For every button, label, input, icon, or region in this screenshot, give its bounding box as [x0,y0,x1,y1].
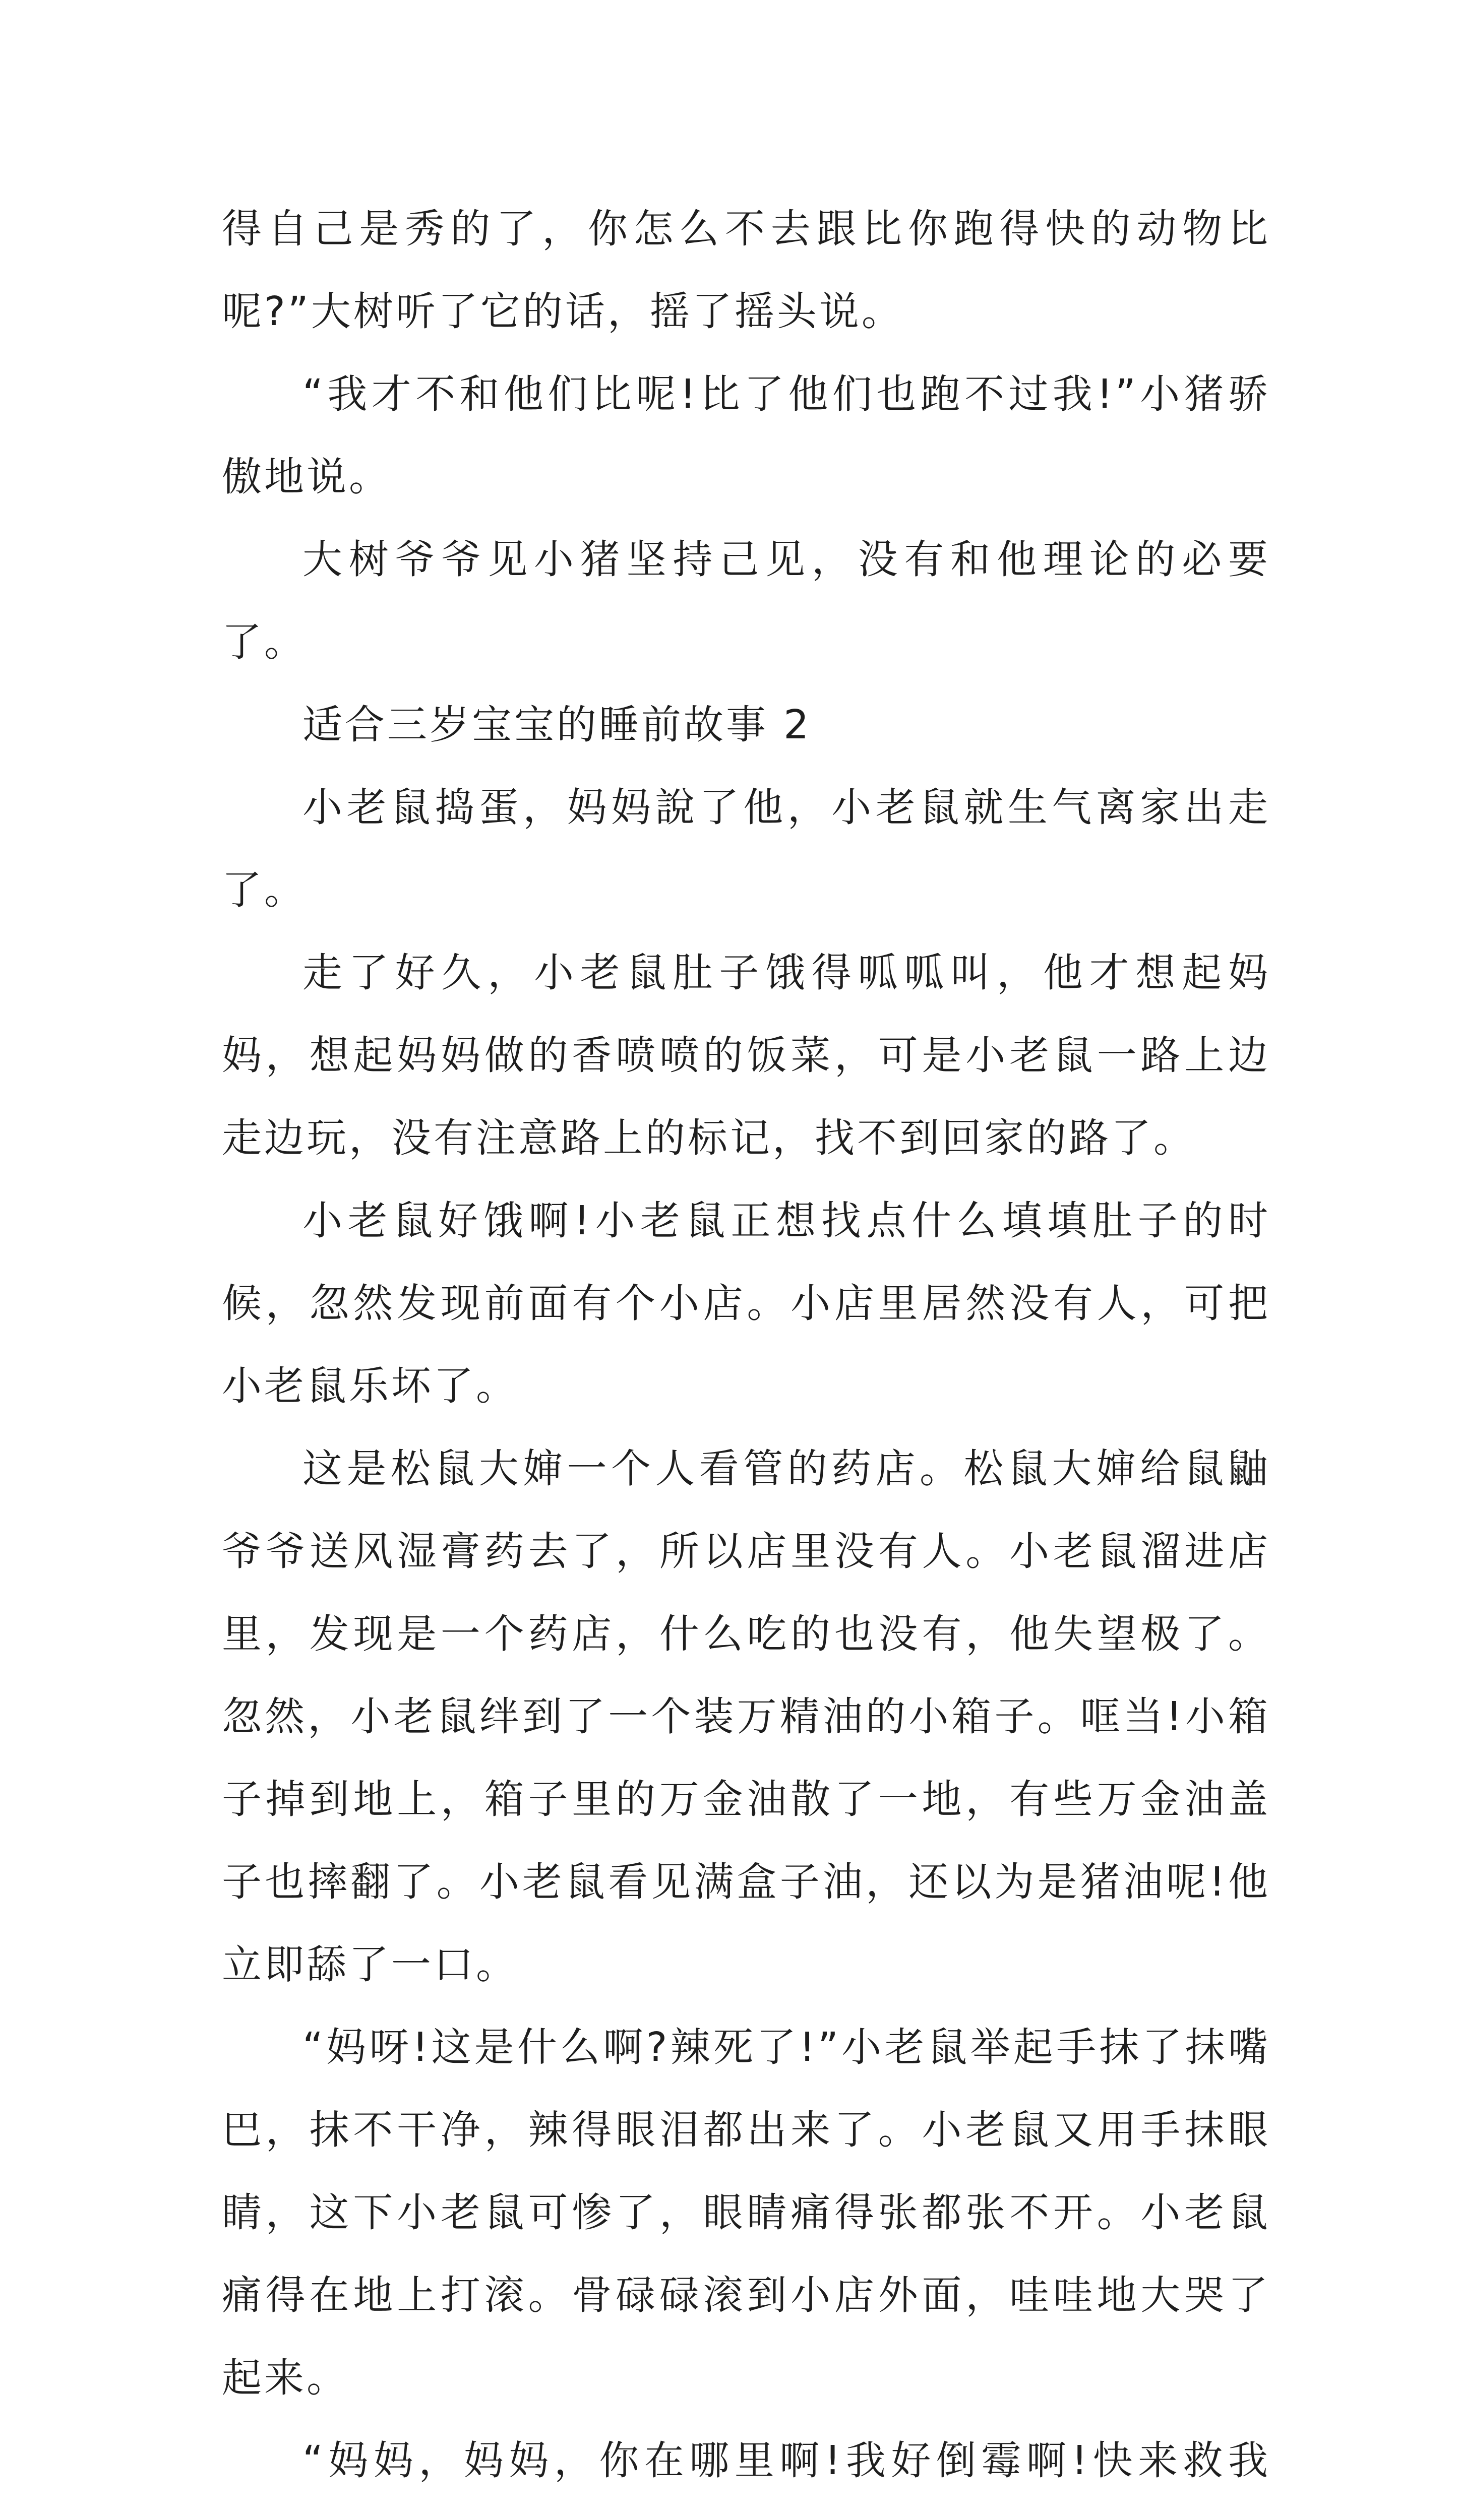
paragraph-continued: 得自己是秀的了，你怎么不去跟比你跑得快的动物比呢?”大树听了它的话，摇了摇头说。 [222,206,1270,335]
story-paragraph: “妈妈，妈妈，你在哪里啊!我好倒霉啊!快来救我 [302,2437,1270,2484]
story-paragraph: “妈呀!这是什么啊?辣死了!”小老鼠举起手抹了抹嘴巴，抹不干净，辣得眼泪都出来了。小老鼠又用手抹眼睛，这下小老鼠可惨了，眼睛痛得张都张不开。小老鼠痛得在地上打滚。骨碌碌滚到小店外面，哇哇地大哭了起来。 [222,2024,1270,2401]
paragraph-tree-grandpa: 大树爷爷见小猪坚持己见，没有和他理论的必要了。 [222,536,1270,665]
story-paragraph: 小老鼠捣蛋，妈妈說了他，小老鼠就生气离家出走了。 [222,784,1270,913]
section-title: 适合三岁宝宝的睡前故事 2 [302,702,812,748]
story-paragraph: 走了好久，小老鼠肚子饿得呱呱叫，他才想起妈妈，想起妈妈做的香喷喷的饭菜，可是小老鼠一路上边走边玩，没有注意路上的标记，找不到回家的路了。 [222,950,1270,1161]
story-paragraph: 小老鼠好饿啊!小老鼠正想找点什么填填肚子的时候，忽然发现前面有个小店。小店里居然没有人，可把小老鼠乐坏了。 [222,1198,1270,1409]
document-body [222,187,1270,2520]
story-paragraph: 这是松鼠大婶一个人看管的药店。松鼠大婶给鼠鼬爷爷送风湿膏药去了，所以店里没有人。小老鼠溜进店里，发现是一个药店，什么吃的也没有，他失望极了。忽然，小老鼠绊到了一个装万精油的小箱子。哐当!小箱子掉到地上，箱子里的万金油散了一地，有些万金油盖子也摔翻了。小老鼠看见满盒子油，还以为是猪油呢!他立即舔了一口。 [222,1445,1270,1988]
paragraph-pig-boast: “我才不和他们比呢!比了他们也跑不过我!”小猪骄傲地说。 [222,371,1270,500]
